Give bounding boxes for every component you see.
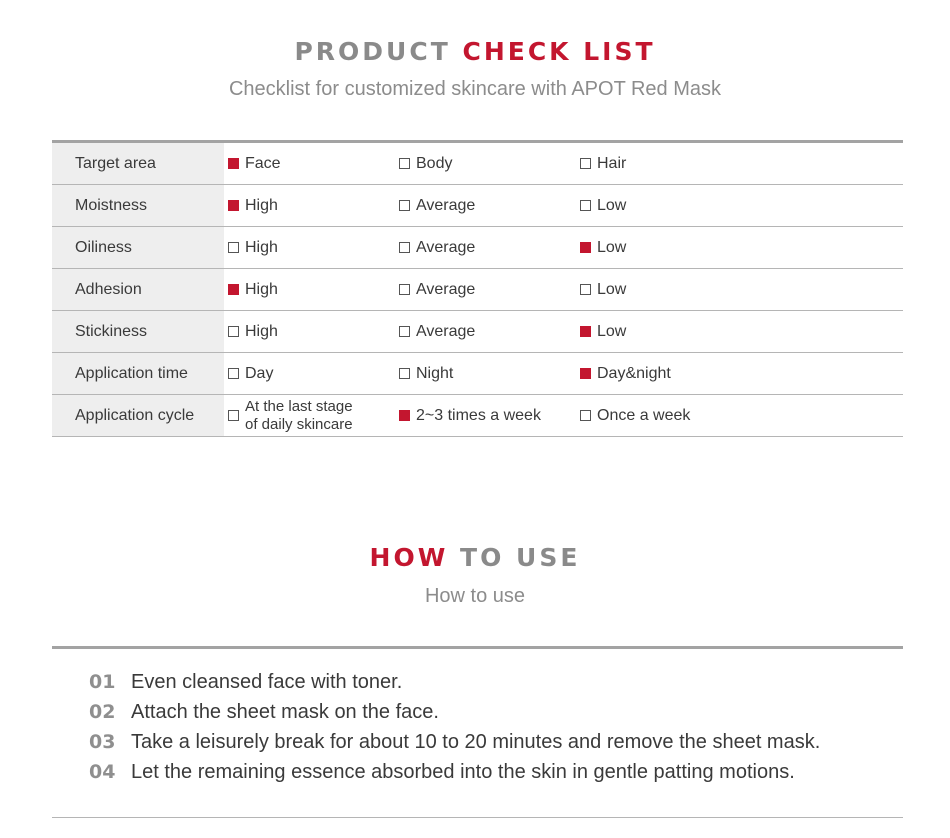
checklist-option [580, 395, 780, 436]
checklist-option-label: Average [416, 196, 476, 214]
checklist-option [399, 395, 579, 436]
unchecked-box-icon [580, 284, 591, 295]
checklist-option [399, 353, 579, 394]
checklist-option [399, 143, 579, 184]
howto-step-text: Let the remaining essence absorbed into the skin in gentle patting motions. [131, 760, 795, 783]
checklist-row [52, 227, 903, 269]
checklist-row [52, 143, 903, 185]
checklist-title-gray: PRODUCT [294, 37, 451, 66]
howto-subtitle: How to use [424, 585, 526, 607]
checklist-option-label: High [245, 280, 278, 298]
checklist-option [228, 143, 398, 184]
checklist-option [228, 227, 398, 268]
checklist-option-label: At the last stage of daily skincare [245, 397, 353, 433]
checklist-option-label: Low [597, 196, 627, 214]
checklist-option-label: High [245, 196, 278, 214]
checklist-option-label: Low [597, 238, 627, 256]
checklist-table [52, 143, 903, 437]
howto-top-divider [52, 646, 903, 649]
checklist-option-label: Hair [597, 154, 627, 172]
checklist-option-label: High [245, 322, 278, 340]
checklist-option [580, 311, 780, 352]
howto-title [0, 543, 950, 572]
checked-box-icon [228, 284, 239, 295]
howto-step-text: Take a leisurely break for about 10 to 20 minutes and remove the sheet mask. [131, 730, 821, 753]
unchecked-box-icon [228, 326, 239, 337]
unchecked-box-icon [228, 410, 239, 421]
checklist-row-label: Adhesion [52, 269, 224, 310]
checklist-option-label: 2~3 times a week [416, 406, 541, 424]
checked-box-icon [228, 158, 239, 169]
howto-steps-list [89, 667, 909, 787]
checklist-option-label: Face [245, 154, 281, 172]
checklist-option [228, 185, 398, 226]
checklist-option [580, 353, 780, 394]
checklist-row [52, 269, 903, 311]
unchecked-box-icon [399, 158, 410, 169]
checklist-option-label: Low [597, 322, 627, 340]
checklist-row [52, 353, 903, 395]
unchecked-box-icon [399, 242, 410, 253]
checklist-row [52, 185, 903, 227]
checklist-option [228, 311, 398, 352]
checklist-option [228, 395, 398, 436]
checklist-option [228, 269, 398, 310]
howto-step-number: 02 [89, 701, 116, 723]
checklist-option [399, 185, 579, 226]
checklist-row [52, 311, 903, 353]
checklist-option-label: High [245, 238, 278, 256]
unchecked-box-icon [399, 200, 410, 211]
checklist-row-label: Moistness [52, 185, 224, 226]
checklist-option-label: Once a week [597, 406, 691, 424]
checked-box-icon [580, 326, 591, 337]
unchecked-box-icon [228, 242, 239, 253]
howto-title-red: HOW [369, 543, 449, 572]
howto-step [89, 757, 909, 787]
checklist-option-label: Day&night [597, 364, 671, 382]
howto-step [89, 667, 909, 697]
howto-step-text: Attach the sheet mask on the face. [131, 700, 439, 723]
checklist-option-label: Body [416, 154, 453, 172]
checked-box-icon [580, 242, 591, 253]
unchecked-box-icon [580, 200, 591, 211]
howto-step [89, 727, 909, 757]
checked-box-icon [580, 368, 591, 379]
checked-box-icon [228, 200, 239, 211]
howto-step [89, 697, 909, 727]
howto-step-number: 03 [89, 731, 116, 753]
checklist-row-label: Application cycle [52, 395, 224, 436]
unchecked-box-icon [580, 158, 591, 169]
checklist-option [580, 227, 780, 268]
howto-step-text: Even cleansed face with toner. [131, 670, 403, 693]
unchecked-box-icon [399, 368, 410, 379]
checklist-option [580, 269, 780, 310]
checked-box-icon [399, 410, 410, 421]
checklist-option [399, 311, 579, 352]
unchecked-box-icon [228, 368, 239, 379]
howto-bottom-divider [52, 817, 903, 818]
unchecked-box-icon [399, 284, 410, 295]
checklist-subtitle: Checklist for customized skincare with APOT Red Mask [228, 78, 722, 100]
checklist-option [399, 227, 579, 268]
checklist-title-red: CHECK LIST [462, 37, 656, 66]
checklist-row-label: Oiliness [52, 227, 224, 268]
checklist-row-label: Application time [52, 353, 224, 394]
unchecked-box-icon [580, 410, 591, 421]
howto-step-number: 01 [89, 671, 116, 693]
checklist-title [0, 37, 950, 66]
checklist-option [399, 269, 579, 310]
checklist-option [580, 143, 780, 184]
checklist-option-label: Average [416, 238, 476, 256]
checklist-option-label: Average [416, 322, 476, 340]
checklist-row [52, 395, 903, 437]
checklist-option-label: Average [416, 280, 476, 298]
howto-step-number: 04 [89, 761, 116, 783]
unchecked-box-icon [399, 326, 410, 337]
checklist-option-label: Day [245, 364, 274, 382]
checklist-row-label: Stickiness [52, 311, 224, 352]
howto-title-gray: TO USE [460, 543, 581, 572]
checklist-option-label: Low [597, 280, 627, 298]
checklist-option [580, 185, 780, 226]
checklist-option [228, 353, 398, 394]
checklist-option-label: Night [416, 364, 454, 382]
checklist-row-label: Target area [52, 143, 224, 184]
